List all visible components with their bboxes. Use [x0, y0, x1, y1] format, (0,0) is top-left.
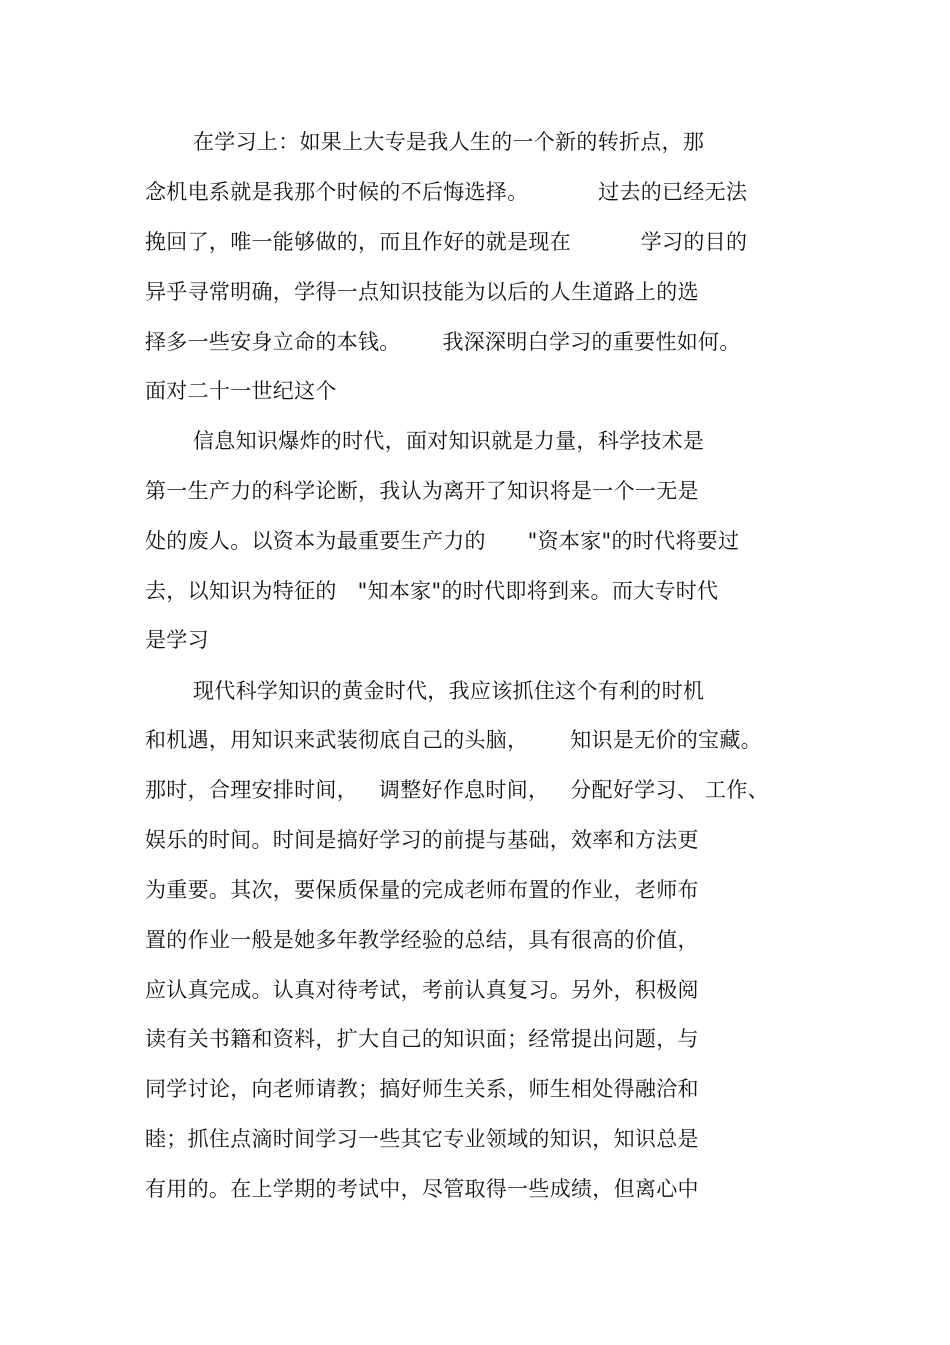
paragraph-3-line-3: 那时，合理安排时间， 调整好作息时间， 分配好学习、 工作、 [145, 778, 769, 802]
paragraph-3-line-6: 置的作业一般是她多年教学经验的总结，具有很高的价值， [145, 928, 699, 952]
paragraph-2-line-1: 信息知识爆炸的时代，面对知识就是力量，科学技术是 [193, 429, 705, 453]
paragraph-3-line-4: 娱乐的时间。时间是搞好学习的前提与基础，效率和方法更 [145, 828, 699, 852]
paragraph-1-line-1: 在学习上：如果上大专是我人生的一个新的转折点，那 [193, 130, 705, 154]
paragraph-3-line-8: 读有关书籍和资料，扩大自己的知识面；经常提出问题，与 [145, 1027, 699, 1051]
paragraph-3-line-7: 应认真完成。认真对待考试，考前认真复习。另外，积极阅 [145, 978, 699, 1002]
paragraph-1-line-3: 挽回了，唯一能够做的，而且作好的就是现在 学习的目的 [145, 230, 748, 254]
paragraph-3-line-5: 为重要。其次，要保质保量的完成老师布置的作业，老师布 [145, 878, 699, 902]
paragraph-3-line-1: 现代科学知识的黄金时代，我应该抓住这个有利的时机 [193, 679, 705, 703]
paragraph-2-line-4: 去，以知识为特征的 "知本家"的时代即将到来。而大专时代 [145, 579, 719, 603]
paragraph-3-line-10: 睦；抓住点滴时间学习一些其它专业领域的知识，知识总是 [145, 1127, 699, 1151]
paragraph-2-line-2: 第一生产力的科学论断，我认为离开了知识将是一个一无是 [145, 479, 699, 503]
paragraph-1-line-6: 面对二十一世纪这个 [145, 379, 337, 403]
paragraph-1-line-5: 择多一些安身立命的本钱。 我深深明白学习的重要性如何。 [145, 330, 741, 354]
paragraph-3-line-11: 有用的。在上学期的考试中，尽管取得一些成绩，但离心中 [145, 1177, 699, 1201]
paragraph-3-line-9: 同学讨论，向老师请教；搞好师生关系，师生相处得融洽和 [145, 1077, 699, 1101]
paragraph-1-line-4: 异乎寻常明确，学得一点知识技能为以后的人生道路上的选 [145, 280, 699, 304]
paragraph-2-line-3: 处的废人。以资本为最重要生产力的 "资本家"的时代将要过 [145, 529, 740, 553]
paragraph-1-line-2: 念机电系就是我那个时候的不后悔选择。 过去的已经无法 [145, 180, 748, 204]
paragraph-2-line-5: 是学习 [145, 628, 209, 652]
paragraph-3-line-2: 和机遇，用知识来武装彻底自己的头脑， 知识是无价的宝藏。 [145, 728, 762, 752]
